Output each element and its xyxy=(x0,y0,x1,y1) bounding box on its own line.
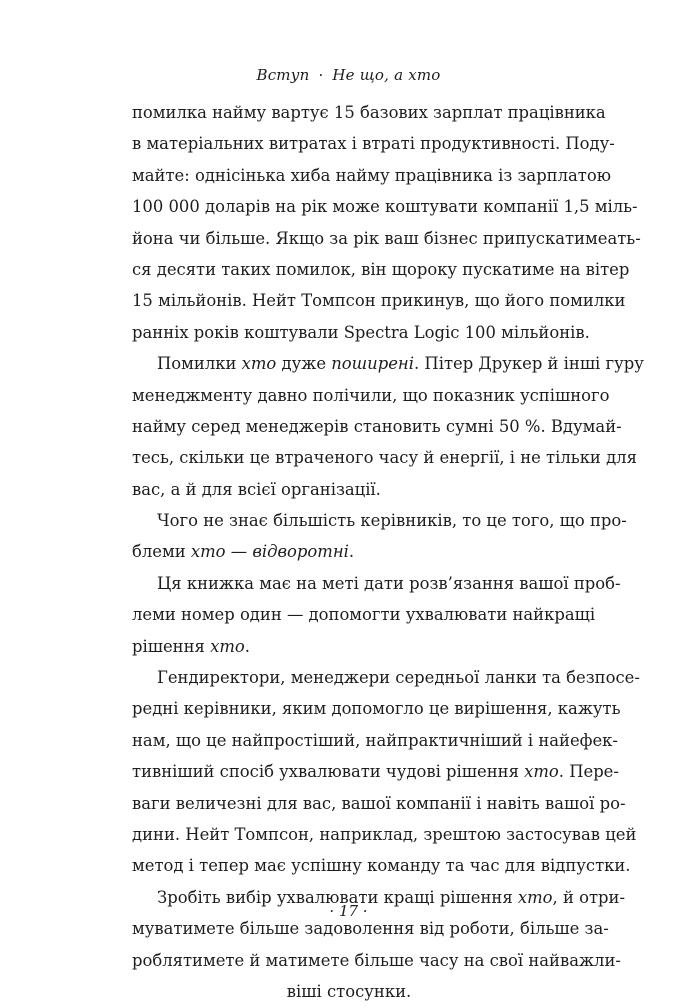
text-run: . xyxy=(244,636,250,656)
text-run: . Пітер Друкер й інші гуру xyxy=(413,354,644,374)
page-number: · 17 · xyxy=(329,902,368,920)
paragraph-first-line: Ця книжка має на меті дати розв’язання вашої проб- xyxy=(157,573,621,593)
text-line: метод і тепер має успішну команду та час для відпустки. xyxy=(132,856,631,876)
text-line: муватимете більше задоволення від роботи, більше за- xyxy=(132,919,609,939)
italic-run: хто — відворотні xyxy=(190,542,349,562)
text-run: дуже xyxy=(276,354,332,374)
italic-run: поширені xyxy=(331,354,414,374)
running-head xyxy=(0,66,697,84)
text-run: , й отри- xyxy=(552,887,625,907)
text-line: ся десяти таких помилок, він щороку пускатиме на вітер xyxy=(132,259,630,279)
text-run: . xyxy=(348,542,355,562)
text-run: тивніший спосіб ухвалювати чудові рішення xyxy=(132,762,525,782)
text-line: редні керівники, яким допомогло це вирішення, кажуть xyxy=(132,699,621,719)
text-run: Помилки xyxy=(157,354,242,374)
text-line: дини. Нейт Томпсон, наприклад, зрештою застосував цей xyxy=(132,824,637,844)
text-line: роблятимете й матимете більше часу на свої найважли- xyxy=(132,950,621,970)
text-line: тесь, скільки це втраченого часу й енергії, і не тільки для xyxy=(132,448,637,468)
text-line: ранніх років коштували Spectra Logic 100 мільйонів. xyxy=(132,322,590,342)
italic-run: хто xyxy=(210,636,245,656)
text-line: віші стосунки. xyxy=(286,981,412,1001)
text-line: в матеріальних витратах і втраті продуктивності. Поду- xyxy=(132,134,615,154)
text-line: найму серед менеджерів становить сумні 50 %. Вдумай- xyxy=(132,416,622,436)
running-head-section: Вступ xyxy=(256,66,310,84)
paragraph-first-line xyxy=(132,348,644,379)
text-line: помилка найму вартує 15 базових зарплат працівника xyxy=(132,103,606,122)
text-line xyxy=(132,536,566,567)
italic-run: хто xyxy=(524,762,559,782)
text-run: . Пере- xyxy=(558,762,619,782)
italic-run: хто xyxy=(517,887,553,907)
italic-run: хто xyxy=(241,354,277,374)
text-line: майте: однісінька хиба найму працівника із зарплатою xyxy=(132,165,611,185)
running-head-separator: · xyxy=(318,66,324,84)
running-head-title: Не що, а хто xyxy=(332,66,441,84)
text-line: вас, а й для всієї організації. xyxy=(132,479,381,499)
paragraph-first-line: Чого не знає більшість керівників, то це того, що про- xyxy=(157,511,627,531)
text-run: рішення xyxy=(132,636,211,656)
text-run: Зробіть вибір ухвалювати кращі рішення xyxy=(157,887,518,907)
text-line: 15 мільйонів. Нейт Томпсон прикинув, що його помилки xyxy=(132,291,626,311)
text-line: 100 000 доларів на рік може коштувати компанії 1,5 міль- xyxy=(132,197,638,217)
text-line: леми номер один — допомогти ухвалювати найкращі xyxy=(132,605,596,625)
body-text xyxy=(132,97,644,1007)
text-line: йона чи більше. Якщо за рік ваш бізнес припускатимеать- xyxy=(132,228,641,248)
text-line: менеджменту давно полічили, що показник успішного xyxy=(132,385,610,405)
text-line: нам, що це найпростіший, найпрактичніший і найефек- xyxy=(132,730,618,750)
text-line: ваги величезні для вас, вашої компанії і навіть вашої ро- xyxy=(132,793,626,813)
text-line xyxy=(132,756,619,787)
text-line xyxy=(132,631,566,662)
text-run: блеми xyxy=(132,542,191,562)
paragraph-first-line: Гендиректори, менеджери середньої ланки та безпосе- xyxy=(157,668,640,688)
